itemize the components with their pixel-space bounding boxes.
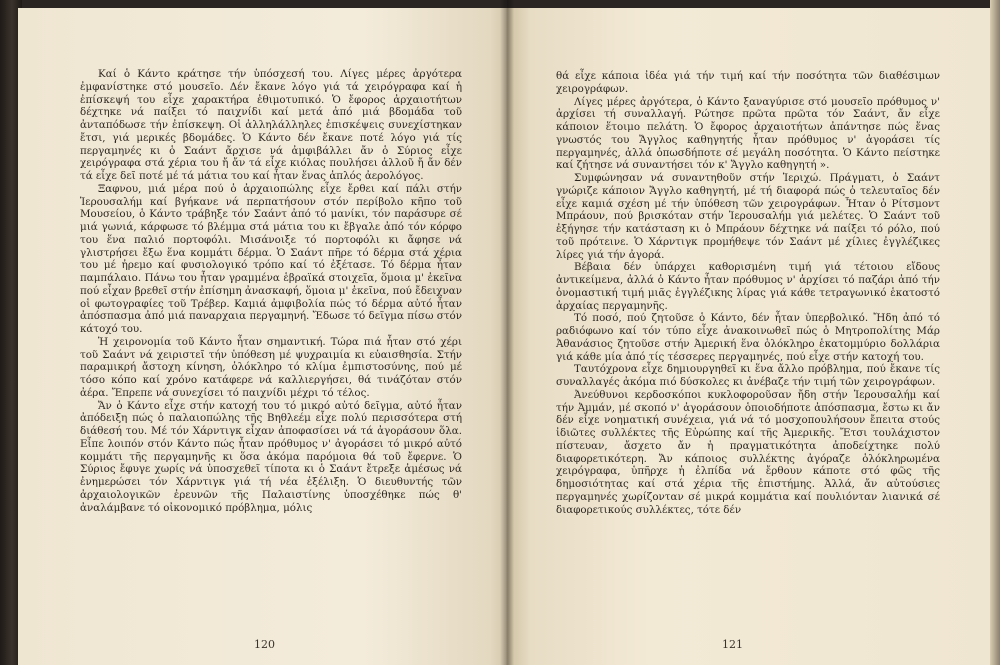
paragraph: Συμφώνησαν νά συναντηθοῦν στήν Ἱεριχώ. Πράγματι, ὁ Σαάντ γνώριζε κάποιον Ἄγγλο καθηγητή, μέ τή διαφορά πώς ὁ τελευταῖος δέν εἶχε καμιά σχέση μέ τήν ὑπόθεση τῶν χειρογράφων. Ἦταν ὁ Ρίτσμοντ Μπράουν, πού βρισκόταν στήν Ἱερουσαλήμ γιά μελέτες. Ὁ Σαάντ τοῦ ἐξήγησε τήν κατάσταση κι ὁ Μπράουν δέχτηκε νά παίξει τό ρόλο, πού τοῦ πρότεινε. Ὁ Χάρντιγκ προμήθεψε τόν Σαάντ μέ χίλιες ἐγγλέζικες λίρες γιά τήν ἀγορά.: [556, 172, 940, 261]
paragraph: Ἀνεύθυνοι κερδοσκόποι κυκλοφοροῦσαν ἤδη στήν Ἱερουσαλήμ καί τήν Ἀμμάν, μέ σκοπό ν' ἀγοράσουν ὁποιοδήποτε ἀπόσπασμα, ἔστω κι ἄν δέν εἶχε νοηματική συνέχεια, γιά νά τό μοσχοπουλήσουν ἔπειτα στούς ἰδιῶτες συλλέκτες τῆς Εὐρώπης καί τῆς Ἀμερικῆς. Ἔτσι τουλάχιστον πίστευαν, ἄσχετο ἄν ἡ πραγματικότητα ἀποδείχτηκε πολύ διαφορετικότερη. Ἄν κάποιος συλλέκτης ἀγόραζε ὁλόκληρωμένα χειρόγραφα, ὑπῆρχε ἡ ἐλπίδα νά ἔρθουν κάποτε στό φῶς τῆς δημοσιότητας καί στά χέρια τῆς ἐπιστήμης. Ἀλλά, ἄν αὐτούσιες περγαμηνές χωρίζονταν σέ μικρά κομμάτια καί πουλιόνταν λιανικά σέ διαφορετικούς συλλέκτες, τότε δέν: [556, 388, 940, 516]
book-gutter: [500, 0, 514, 665]
paragraph-continued: θά εἶχε κάποια ἰδέα γιά τήν τιμή καί τήν ποσότητα τῶν διαθέσιμων χειρογράφων.: [556, 70, 940, 95]
paragraph: Βέβαια δέν ὑπάρχει καθορισμένη τιμή γιά τέτοιου εἴδους ἀντικείμενα, ἀλλά ὁ Κάντο ἦταν πρόθυμος ν' ἀρχίσει τό παζάρι ἀπό τήν ὀνομαστική τιμή μιᾶς ἐγγλέζικης λίρας γιά κάθε τετραγωνικό ἑκατοστό ἀρχαίας περγαμηνῆς.: [556, 261, 940, 312]
left-page-text: [80, 68, 462, 514]
left-page: [18, 8, 510, 665]
page-edge: [990, 0, 1000, 665]
paragraph: Λίγες μέρες ἀργότερα, ὁ Κάντο ξαναγύρισε στό μουσεῖο πρόθυμος ν' ἀρχίσει τή συναλλαγή. Ρώτησε πρῶτα πρῶτα τόν Σαάντ, ἄν εἶχε κάποιον ἕτοιμο πελάτη. Ὁ ἔφορος ἀρχαιοτήτων ἀπάντησε πώς ἕνας γνωστός του Ἄγγλος καθηγητής ἦταν πρόθυμος ν' ἀγοράσει τίς περγαμηνές, ἀλλά ὁπωσδήποτε σέ μεγάλη ποσότητα. Ὁ Κάντο πείστηκε καί ζήτησε νά συναντήσει τόν κ' Ἄγγλο καθηγητή ».: [556, 95, 940, 172]
paragraph: Καί ὁ Κάντο κράτησε τήν ὑπόσχεσή του. Λίγες μέρες ἀργότερα ἐμφανίστηκε στό μουσεῖο. Δέν ἔκανε λόγο γιά τά χειρόγραφα καί ἡ ἐπίσκεψή του εἶχε χαρακτήρα ἐθιμοτυπικό. Ὁ ἔφορος ἀρχαιοτήτων δέχτηκε νά παίξει τό παιχνίδι καί μετά ἀπό μιά βδομάδα τοῦ ἀνταπόδωσε τήν ἐπίσκεψη. Οἱ ἀλληλάλληλες ἐπισκέψεις συνεχίστηκαν ἔτσι, γιά μερικές βδομάδες. Ὁ Κάντο δέν ἔκανε ποτέ λόγο γιά τίς περγαμηνές κι ὁ Σαάντ ἄρχισε νά ἀμφιβάλλει ἄν ὁ Σύριος εἶχε χειρόγραφα στά χέρια του ἤ ἄν τά εἶχε κιόλας πουλήσει ἀλλοῦ ἤ ἄν δέν τά εἶχε δεῖ ποτέ μέ τά μάτια του καί ἦταν ἕνας ἁπλός ἀερολόγος.: [80, 68, 462, 182]
page-number: 121: [722, 638, 743, 651]
right-page-text: [556, 70, 940, 516]
right-page: [506, 8, 990, 665]
paragraph: Τό ποσό, πού ζητοῦσε ὁ Κάντο, δέν ἦταν ὑπερβολικό. Ἤδη ἀπό τό ραδιόφωνο καί τόν τύπο εἶχε ἀνακοινωθεῖ πώς ὁ Μητροπολίτης Μάρ Ἀθανάσιος ζητοῦσε στήν Ἀμερική ἕνα ὁλόκληρο ἑκατομμύριο δολλάρια γιά κάθε μία ἀπό τίς τέσσερες περγαμηνές, πού εἶχε στήν κατοχή του.: [556, 312, 940, 363]
paragraph: Ξαφνου, μιά μέρα πού ὁ ἀρχαιοπώλης εἶχε ἔρθει καί πάλι στήν Ἱερουσαλήμ καί βγήκανε νά περπατήσουν στόν περίβολο κῆπο τοῦ Μουσείου, ὁ Κάντο τράβηξε τόν Σαάντ ἀπό τό μανίκι, τόν παράσυρε σέ μιά γωνιά, κάρφωσε τό βλέμμα στά μάτια του κι ἔβγαλε ἀπό τόν κόρφο του ἕνα παλιό πορτοφόλι. Μισάνοιξε τό πορτοφόλι κι ἄφησε νά γλιστρήσει ἔξω ἕνα κομμάτι δέρμα. Ὁ Σαάντ πῆρε τό δέρμα στά χέρια του μέ ἠρεμο καί φυσιολογικό τρόπο καί τό ἐξέτασε. Τό δέρμα ἦταν παμπάλαιο. Πάνω του ἦταν γραμμένα ἑβραϊκά στοιχεῖα, ὅμοια μ' ἐκεῖνα πού εἶχαν βρεθεῖ στήν ἐπίσημη ἀνασκαφή, ὅμοια μ' ἐκεῖνα, πού ἔδειχναν οἱ φωτογραφίες τοῦ Τρέβερ. Καμιά ἀμφιβολία πώς τό δέρμα αὐτό ἦταν ἀπόσπασμα ἀπό μιά παναρχαια περγαμηνή. Ἔδωσε τό δεῖγμα πίσω στόν κάτοχό του.: [80, 182, 462, 335]
paragraph: Ἡ χειρονομία τοῦ Κάντο ἦταν σημαντική. Τώρα πιά ἦταν στό χέρι τοῦ Σαάντ νά χειριστεῖ τήν ὑπόθεση μέ ψυχραιμία κι εὐαισθησία. Στήν παραμικρή ἄστοχη κίνηση, ὁλόκληρο τό κλίμα ἐμπιστοσύνης, πού μέ τόσο κόπο καί χρόνο κατάφερε νά καλλιεργήσει, θά τινάζόταν στόν ἀέρα. Ἔπρεπε νά συνεχίσει τό παιχνίδι μέχρι τό τέλος.: [80, 335, 462, 399]
paragraph: Ἄν ὁ Κάντο εἶχε στήν κατοχή του τό μικρό αὐτό δεῖγμα, αὐτό ἦταν ἀπόδειξη πώς ὁ παλαιοπώλης τῆς Βηθλεέμ εἶχε πολύ περισσότερα στή διάθεσή του. Μέ τόν Χάρντιγκ εἶχαν ἀποφασίσει νά τά ἀγοράσουν ὅλα. Εἶπε λοιπόν στόν Κάντο πώς ἦταν πρόθυμος ν' ἀγοράσει τό μικρό αὐτό κομμάτι τῆς περγαμηνῆς κι ὅσα ἀκόμα παρόμοια θά τοῦ ἔφερνε. Ὁ Σύριος ἔφυγε χωρίς νά ὑποσχεθεῖ τίποτα κι ὁ Σαάντ ἔτρεξε ἀμέσως νά ἐνημερώσει τόν Χάρντιγκ γιά τή νέα ἐξέλιξη. Ὁ διευθυντής τῶν ἀρχαιολογικῶν ἐρευνῶν τῆς Παλαιστίνης ὑποσχέθηκε πώς θ' ἀναλάμβανε τό οἰκονομικό πρόβλημα, μόλις: [80, 399, 462, 514]
paragraph: Ταυτόχρονα εἶχε δημιουργηθεῖ κι ἕνα ἄλλο πρόβλημα, πού ἔκανε τίς συναλλαγές ἀκόμα πιό δύσκολες κι ἀνέβαζε τήν τιμή τῶν χειρογράφων.: [556, 363, 940, 388]
page-number: 120: [254, 638, 275, 651]
